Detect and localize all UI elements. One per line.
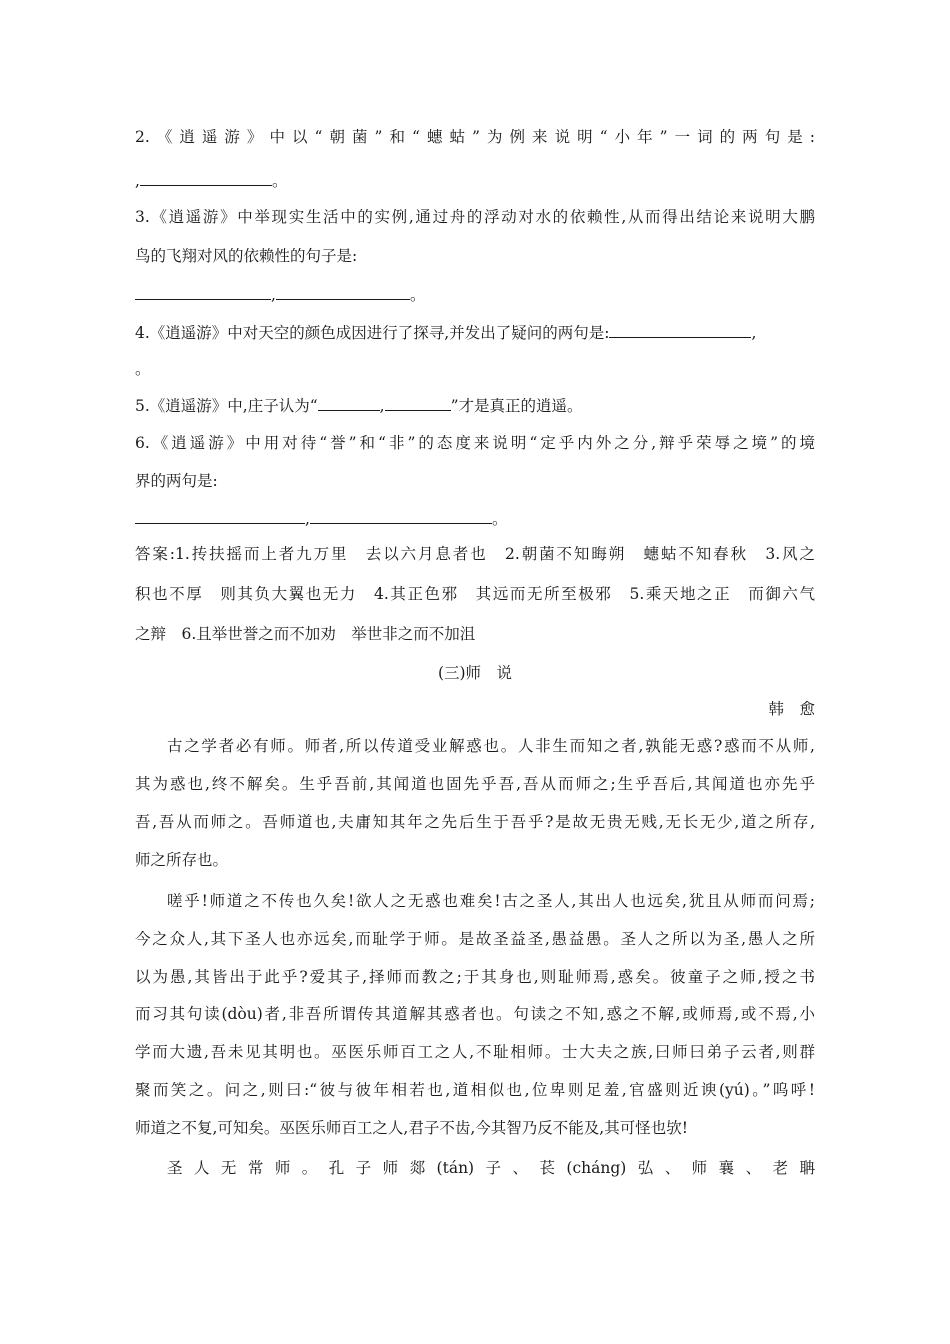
essay-line: 古之学者必有师。师者,所以传道受业解惑也。人非生而知之者,孰能无惑?惑而不从师, — [167, 737, 815, 755]
essay-line: 师道之不复,可知矣。巫医乐师百工之人,君子不齿,今其智乃反不能及,其可怪也欤! — [135, 1119, 688, 1137]
comma: , — [271, 286, 276, 304]
question-6-line-3 — [135, 508, 815, 530]
essay-line: 圣人无常师。孔子师郯(tán)子、苌(cháng)弘、师襄、老聃 — [167, 1159, 815, 1177]
essay-author: 韩 愈 — [768, 700, 815, 718]
period: 。 — [271, 172, 288, 190]
question-4-line-1 — [135, 322, 815, 344]
answers-line-3: 之辩 6.且举世誉之而不加劝 举世非之而不加沮 — [135, 625, 476, 643]
question-2-line-2 — [135, 170, 815, 192]
question-3-line-1: 3.《逍遥游》中举现实生活中的实例,通过舟的浮动对水的依赖性,从而得出结论来说明大鹏 — [135, 208, 815, 226]
question-2-line-1: 2.《逍遥游》中以“朝菌”和“蟪蛄”为例来说明“小年”一词的两句是: — [135, 128, 815, 146]
question-5-text: 5.《逍遥游》中,庄子认为“ — [135, 397, 318, 415]
essay-title: (三)师 说 — [437, 664, 513, 682]
essay-line: 吾,吾从而师之。吾师道也,夫庸知其年之先后生于吾乎?是故无贵无贱,无长无少,道之所存, — [135, 813, 815, 831]
period: 。 — [491, 510, 508, 528]
question-3-line-3 — [135, 284, 815, 306]
answer-blank[interactable] — [140, 170, 272, 186]
essay-line: 学而大遗,吾未见其明也。巫医乐师百工之人,不耻相师。士大夫之族,曰师曰弟子云者,则群 — [135, 1043, 815, 1061]
period: 。 — [409, 286, 426, 304]
essay-line: 师之所存也。 — [135, 851, 229, 869]
essay-line: 以为愚,其皆出于此乎?爱其子,择师而教之;于其身也,则耻师焉,惑矣。彼童子之师,授之书 — [135, 968, 815, 986]
essay-line: 嗟乎!师道之不传也久矣!欲人之无惑也难矣!古之圣人,其出人也远矣,犹且从师而问焉; — [167, 892, 815, 910]
answer-blank[interactable] — [135, 508, 305, 524]
comma: , — [751, 324, 757, 342]
essay-line: 聚而笑之。问之,则曰:“彼与彼年相若也,道相似也,位卑则足羞,官盛则近谀(yú)。”呜呼! — [135, 1081, 815, 1099]
answer-blank[interactable] — [609, 322, 751, 338]
question-4-text: 4.《逍遥游》中对天空的颜色成因进行了探寻,并发出了疑问的两句是: — [135, 324, 610, 342]
comma: , — [305, 510, 310, 528]
answer-blank[interactable] — [310, 508, 492, 524]
comma: , — [135, 172, 140, 190]
question-6-line-2: 界的两句是: — [135, 472, 218, 490]
question-3-line-2: 鸟的飞翔对风的依赖性的句子是: — [135, 247, 358, 265]
comma: , — [379, 397, 385, 415]
answer-blank[interactable] — [135, 284, 271, 300]
answer-blank[interactable] — [276, 284, 410, 300]
question-5-tail: ”才是真正的逍遥。 — [450, 397, 583, 415]
answers-line-1: 答案:1.抟扶摇而上者九万里 去以六月息者也 2.朝菌不知晦朔 蟪蛄不知春秋 3.风之 — [135, 545, 815, 563]
answer-blank[interactable] — [385, 395, 451, 411]
answer-blank[interactable] — [318, 395, 380, 411]
essay-line: 其为惑也,终不解矣。生乎吾前,其闻道也固先乎吾,吾从而师之;生乎吾后,其闻道也亦先乎 — [135, 775, 815, 793]
question-4-line-2: 。 — [135, 360, 151, 378]
essay-line: 而习其句读(dòu)者,非吾所谓传其道解其惑者也。句读之不知,惑之不解,或师焉,或不焉,小 — [135, 1005, 815, 1023]
essay-line: 今之众人,其下圣人也亦远矣,而耻学于师。是故圣益圣,愚益愚。圣人之所以为圣,愚人之所 — [135, 930, 815, 948]
answers-line-2: 积也不厚 则其负大翼也无力 4.其正色邪 其远而无所至极邪 5.乘天地之正 而御六气 — [135, 585, 815, 603]
question-6-line-1: 6.《逍遥游》中用对待“誉”和“非”的态度来说明“定乎内外之分,辩乎荣辱之境”的境 — [135, 434, 815, 452]
question-5-line — [135, 395, 815, 417]
